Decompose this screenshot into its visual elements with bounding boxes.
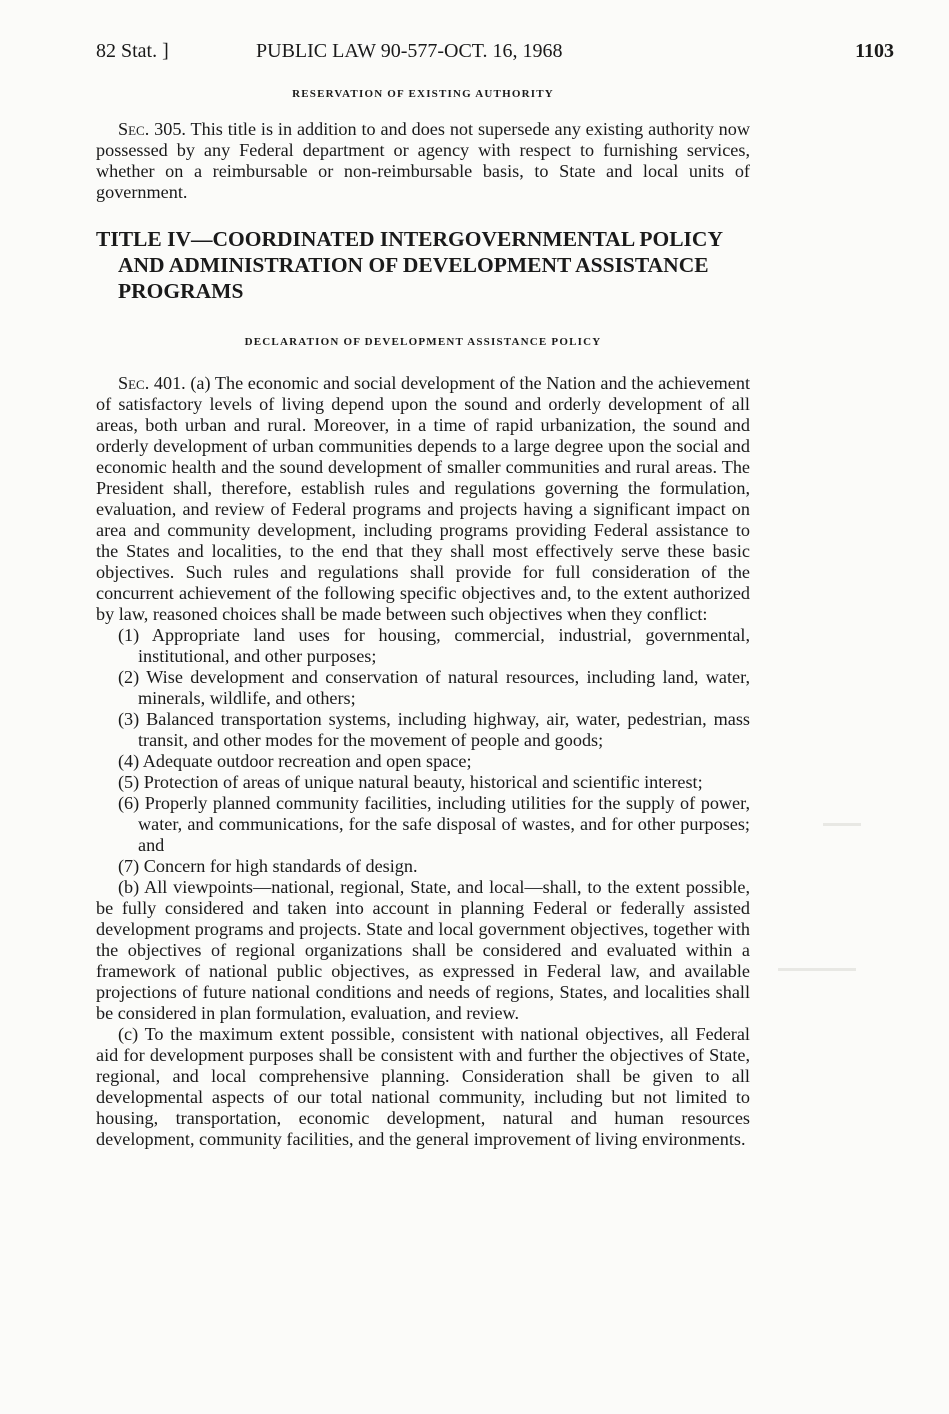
margin-bleed-mark: [778, 968, 856, 971]
law-title: PUBLIC LAW 90-577-OCT. 16, 1968: [256, 40, 563, 62]
list-item: (3) Balanced transportation systems, including highway, air, water, pedestrian, mass transit, and other modes for the movement of people and goods;: [118, 709, 750, 750]
section-401-a: [96, 373, 750, 625]
statute-reference: 82 Stat. ]: [96, 40, 169, 62]
running-header: [96, 40, 894, 70]
section-label: Sec. 401.: [118, 373, 186, 393]
section-label: Sec. 305.: [118, 119, 186, 139]
list-item: (6) Properly planned community facilities, including utilities for the supply of power, water, and communications, for the safe disposal of wastes, and for other purposes; and: [118, 793, 750, 855]
section-text: (a) The economic and social development of the Nation and the achievement of satisfactory levels of living depend upon the sound and orderly development of all areas, both urban and rural. Moreover, in a time of rapid urbanization, the sound and orderly development of urban communities depends to a large degree upon the social and economic health and the sound development of smaller communities and rural areas. The President shall, therefore, establish rules and regulations governing the formulation, evaluation, and review of Federal programs and projects having a significant impact on area and community development, including programs providing Federal assistance to the States and localities, to the end that they shall most effectively serve these basic objectives. Such rules and regulations shall provide for full consideration of the concurrent achievement of the following specific objectives and, to the extent authorized by law, reasoned choices shall be made between such objectives when they conflict:: [96, 373, 751, 624]
page-body: [96, 80, 750, 1150]
section-305: [96, 119, 750, 203]
section-401-b: (b) All viewpoints—national, regional, State, and local—shall, to the extent possible, be fully considered and taken into account in planning Federal or federally assisted development programs and projects. State and local government objectives, together with the objectives of regional organizations shall be considered and evaluated within a framework of national public objectives, as expressed in Federal law, and available projections of future national conditions and needs of regions, States, and localities shall be considered in plan formulation, evaluation, and review.: [96, 877, 750, 1023]
section-heading-reservation: RESERVATION OF EXISTING AUTHORITY: [292, 88, 554, 100]
list-item: (5) Protection of areas of unique natural beauty, historical and scientific interest;: [118, 772, 703, 792]
page-number: 1103: [855, 40, 894, 62]
list-item: (1) Appropriate land uses for housing, commercial, industrial, governmental, institutional, and other purposes;: [118, 625, 750, 666]
section-text: This title is in addition to and does not supersede any existing authority now possessed by any Federal department or agency with respect to furnishing services, whether on a reimbursable or non-reimbursable basis, to State and local units of government.: [96, 119, 750, 202]
list-item: (4) Adequate outdoor recreation and open space;: [118, 751, 472, 771]
title-iv-heading: TITLE IV—COORDINATED INTERGOVERNMENTAL POLICY AND ADMINISTRATION OF DEVELOPMENT ASSISTANCE PROGRAMS: [96, 227, 723, 303]
section-heading-declaration: DECLARATION OF DEVELOPMENT ASSISTANCE POLICY: [244, 336, 602, 348]
list-item: (7) Concern for high standards of design.: [118, 856, 418, 876]
list-item: (2) Wise development and conservation of natural resources, including land, water, minerals, wildlife, and others;: [118, 667, 750, 708]
section-401-c: (c) To the maximum extent possible, consistent with national objectives, all Federal aid for development purposes shall be consistent with and further the objectives of State, regional, and local comprehensive planning. Consideration shall be given to all developmental aspects of our total national community, including but not limited to housing, transportation, economic development, natural and human resources development, community facilities, and the general improvement of living environments.: [96, 1024, 750, 1149]
margin-bleed-mark: [823, 823, 861, 826]
